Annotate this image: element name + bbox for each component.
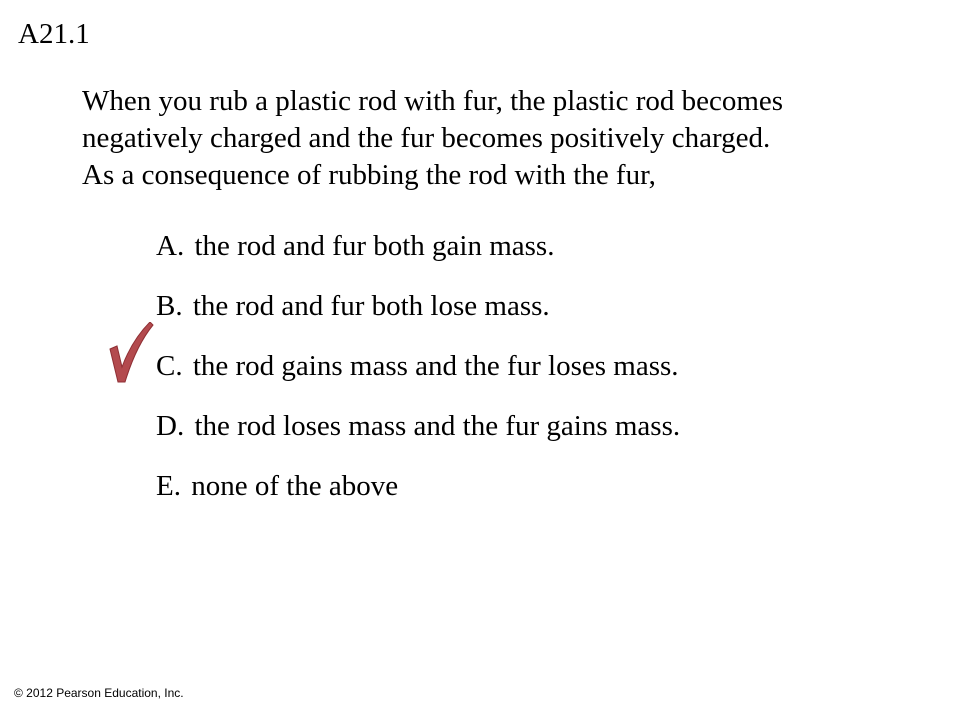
checkmark-shape — [110, 322, 153, 382]
answer-choices — [156, 226, 680, 526]
choice-letter: B. — [156, 290, 183, 322]
choice-text: none of the above — [191, 470, 399, 502]
choice-letter: A. — [156, 230, 185, 262]
checkmark-icon — [108, 322, 154, 384]
choice-text: the rod gains mass and the fur loses mass. — [192, 350, 679, 382]
choice-c[interactable] — [156, 346, 680, 386]
choice-letter: D. — [156, 410, 185, 442]
copyright-notice: © 2012 Pearson Education, Inc. — [14, 686, 184, 700]
choice-letter: C. — [156, 350, 183, 382]
choice-text: the rod and fur both lose mass. — [192, 290, 550, 322]
choice-letter: E. — [156, 470, 181, 502]
choice-text: the rod loses mass and the fur gains mass. — [194, 410, 681, 442]
question-line: When you rub a plastic rod with fur, the plastic rod becomes — [82, 85, 784, 117]
slide-number: A21.1 — [18, 18, 90, 50]
choice-d[interactable] — [156, 406, 680, 446]
question-line: As a consequence of rubbing the rod with the fur, — [82, 159, 656, 191]
question-text — [82, 83, 902, 194]
choice-b[interactable] — [156, 286, 680, 326]
choice-text: the rod and fur both gain mass. — [194, 230, 555, 262]
question-line: negatively charged and the fur becomes positively charged. — [82, 122, 771, 154]
choice-a[interactable] — [156, 226, 680, 266]
choice-e[interactable] — [156, 466, 680, 506]
